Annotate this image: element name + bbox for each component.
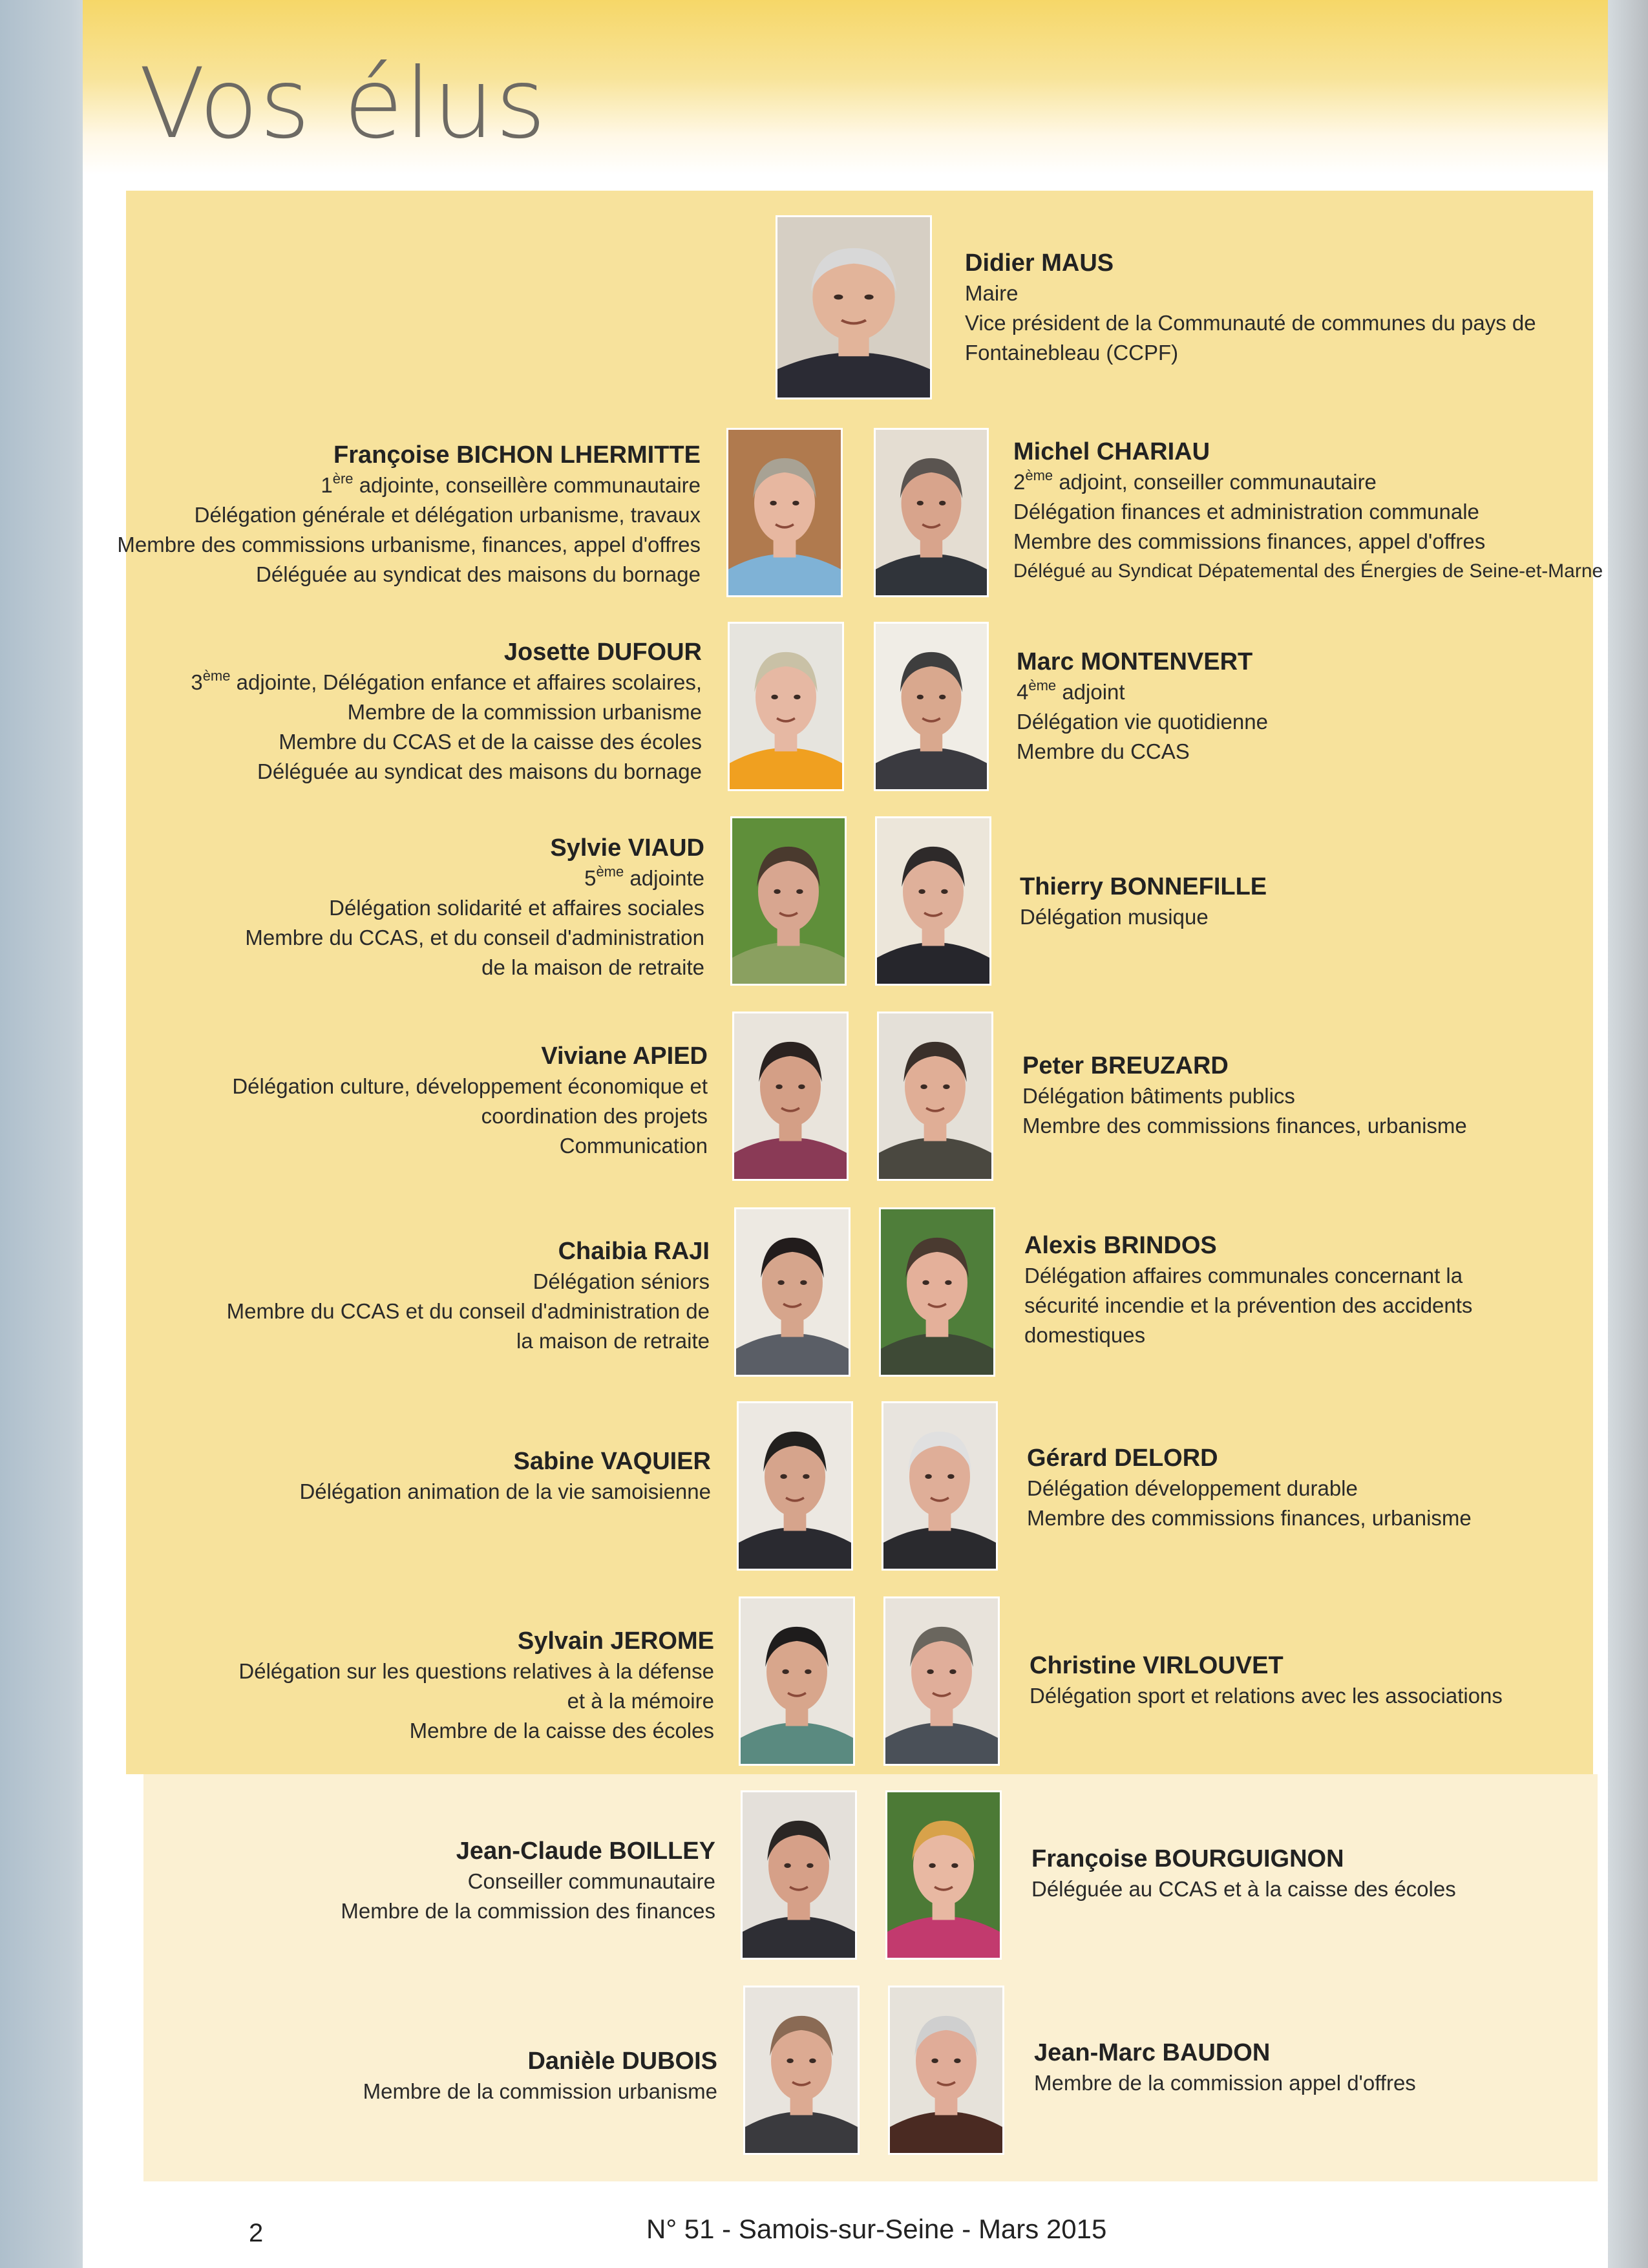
portrait-member (883, 1596, 1000, 1766)
member-role: Membre de la commission des finances (341, 1899, 715, 1923)
member-info-right (1031, 1843, 1456, 1904)
member-name: Sylvain JEROME (517, 1627, 714, 1655)
member-name: Viviane APIED (541, 1043, 708, 1070)
portrait-member (875, 816, 991, 986)
portrait-member (882, 1401, 998, 1571)
member-role: coordination des projets (481, 1104, 708, 1128)
member-info-left (238, 1626, 714, 1746)
portrait-member (726, 428, 843, 597)
member-role: Déléguée au syndicat des maisons du bornage (256, 562, 701, 586)
member-role: 3ème adjointe, Délégation enfance et affaires scolaires, (191, 668, 702, 694)
member-role: Déléguée au syndicat des maisons du bornage (257, 759, 702, 783)
member-role: Membre du CCAS et de la caisse des écoles (279, 730, 702, 754)
portrait-member (888, 1986, 1004, 2155)
member-name: Sabine VAQUIER (513, 1448, 711, 1475)
member-role: 5ème adjointe (584, 864, 704, 890)
member-name: Jean-Marc BAUDON (1034, 2039, 1271, 2066)
members-panel (126, 191, 1593, 1774)
member-name: Christine VIRLOUVET (1030, 1652, 1284, 1679)
member-role: Communication (559, 1134, 708, 1158)
member-role: sécurité incendie et la prévention des accidents (1024, 1293, 1473, 1317)
member-role: Membre du CCAS (1017, 739, 1190, 763)
member-role: Membre de la commission appel d'offres (1034, 2071, 1416, 2095)
member-role: 1ère adjointe, conseillère communautaire (321, 471, 701, 497)
mayor-info (965, 248, 1536, 368)
member-info-right (1020, 871, 1267, 932)
member-role: Délégation affaires communales concernant la (1024, 1264, 1463, 1288)
member-role: la maison de retraite (516, 1329, 710, 1353)
member-role: Délégation musique (1020, 905, 1209, 929)
member-role: 4ème adjoint (1017, 677, 1125, 704)
member-info-left (191, 637, 702, 787)
member-role: Membre de la caisse des écoles (409, 1719, 714, 1743)
member-role: Délégation finances et administration communale (1013, 500, 1479, 524)
member-role: 2ème adjoint, conseiller communautaire (1013, 467, 1377, 494)
portrait-member (734, 1207, 850, 1377)
member-role: Délégation développement durable (1027, 1476, 1358, 1500)
member-name: Gérard DELORD (1027, 1445, 1218, 1472)
portrait-mayor (776, 215, 932, 399)
issue-footer: N° 51 - Samois-sur-Seine - Mars 2015 (646, 2214, 1107, 2244)
member-role: Membre des commissions finances, urbanisme (1027, 1506, 1472, 1530)
page-number: 2 (249, 2219, 264, 2247)
member-role: Membre de la commission urbanisme (363, 2079, 717, 2103)
member-info-right (1034, 2037, 1416, 2098)
member-name: Michel CHARIAU (1013, 438, 1210, 465)
portrait-member (877, 1012, 993, 1181)
portrait-member (728, 622, 844, 791)
member-name: Marc MONTENVERT (1017, 648, 1253, 675)
member-name: Françoise BICHON LHERMITTE (333, 441, 701, 469)
member-name: Françoise BOURGUIGNON (1031, 1845, 1344, 1872)
member-role: Membre des commissions urbanisme, finances, appel d'offres (117, 533, 701, 556)
member-info-left (227, 1236, 710, 1356)
member-info-left (245, 832, 704, 982)
member-role: Déléguée au CCAS et à la caisse des écoles (1031, 1877, 1456, 1901)
portrait-member (737, 1401, 853, 1571)
member-role: Maire (965, 281, 1019, 305)
member-role: Membre des commissions finances, urbanisme (1022, 1114, 1467, 1138)
member-name: Josette DUFOUR (503, 639, 702, 666)
member-info-right (1027, 1443, 1472, 1533)
member-name: Danièle DUBOIS (527, 2048, 717, 2075)
portrait-member (743, 1986, 860, 2155)
member-name: Jean-Claude BOILLEY (456, 1838, 715, 1865)
portrait-member (874, 622, 989, 791)
page-title: Vos élus (139, 48, 547, 160)
member-role: et à la mémoire (567, 1689, 714, 1713)
member-role: Délégation culture, développement économique et (232, 1074, 708, 1098)
member-role: de la maison de retraite (481, 955, 704, 979)
member-info-right (1013, 436, 1603, 586)
member-role: Délégation animation de la vie samoisienne (299, 1479, 711, 1503)
portrait-member (730, 816, 847, 986)
member-role: Vice président de la Communauté de communes du pays de (965, 311, 1536, 335)
member-name: Chaibia RAJI (558, 1238, 710, 1265)
portrait-member (885, 1790, 1002, 1960)
member-info-right (1022, 1050, 1467, 1141)
member-role: Fontainebleau (CCPF) (965, 341, 1179, 365)
member-info-left (299, 1446, 711, 1507)
member-role: Conseiller communautaire (467, 1869, 715, 1893)
member-role: Membre du CCAS et du conseil d'administration de (226, 1299, 710, 1323)
portrait-member (739, 1596, 855, 1766)
member-name: Didier MAUS (965, 249, 1114, 277)
member-role: Membre du CCAS, et du conseil d'administration (245, 926, 704, 949)
member-info-left (363, 2046, 717, 2106)
portrait-member (879, 1207, 995, 1377)
member-name: Peter BREUZARD (1022, 1052, 1229, 1079)
member-info-right (1030, 1650, 1503, 1711)
member-role: Délégation solidarité et affaires sociales (329, 896, 704, 920)
member-name: Thierry BONNEFILLE (1020, 873, 1267, 900)
member-info-right (1017, 646, 1268, 767)
member-name: Alexis BRINDOS (1024, 1232, 1217, 1259)
portrait-member (732, 1012, 849, 1181)
member-role: Délégation vie quotidienne (1017, 710, 1268, 734)
portrait-member (874, 428, 989, 597)
member-info-left (341, 1836, 715, 1926)
member-info-left (232, 1041, 708, 1161)
member-role: Délégation séniors (533, 1269, 710, 1293)
member-info-left (117, 440, 701, 589)
member-role: Délégué au Syndicat Dépatemental des Énergies de Seine-et-Marne (1013, 560, 1603, 582)
member-role: domestiques (1024, 1323, 1146, 1347)
member-role: Délégation bâtiments publics (1022, 1084, 1295, 1108)
member-info-right (1024, 1230, 1472, 1350)
member-role: Délégation sport et relations avec les associations (1030, 1684, 1503, 1708)
member-role: Membre de la commission urbanisme (347, 700, 702, 724)
member-role: Membre des commissions finances, appel d'offres (1013, 529, 1486, 553)
member-role: Délégation sur les questions relatives à la défense (238, 1659, 714, 1683)
portrait-member (741, 1790, 857, 1960)
member-role: Délégation générale et délégation urbanisme, travaux (194, 503, 701, 527)
member-name: Sylvie VIAUD (550, 834, 704, 862)
